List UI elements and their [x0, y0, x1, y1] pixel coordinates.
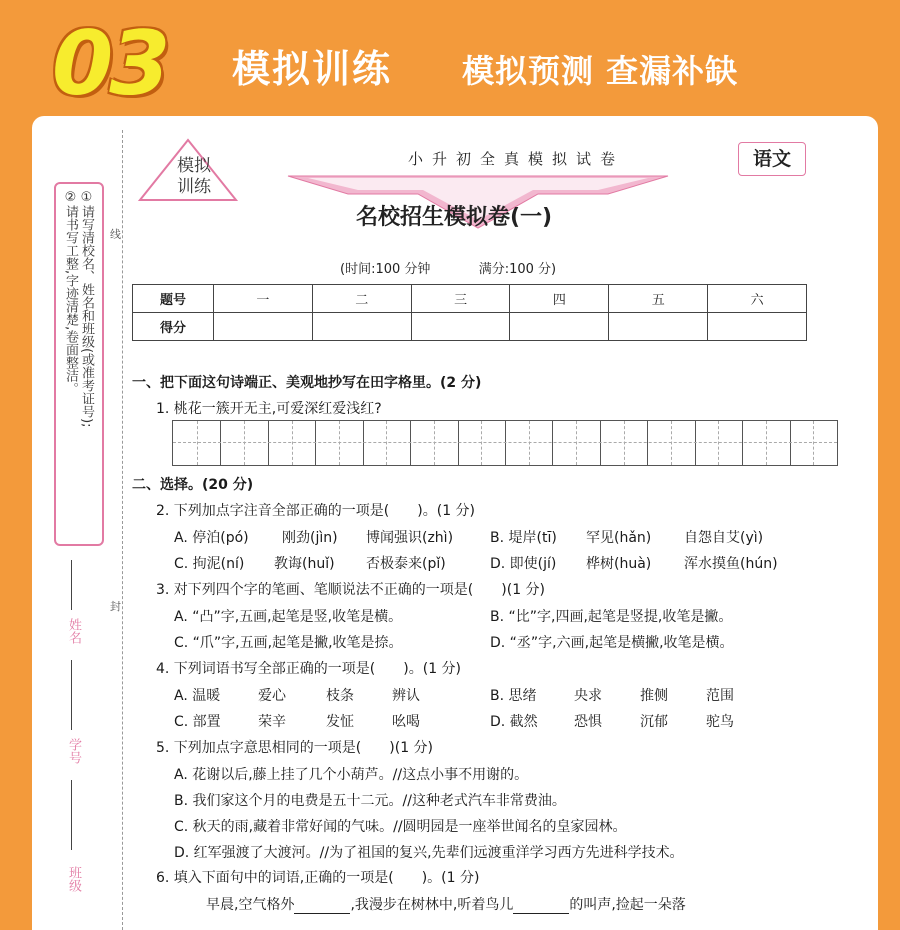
grid-cell-border	[552, 421, 553, 465]
column-header: 一	[214, 285, 313, 313]
grid-cell-guide	[386, 421, 387, 465]
paper-title: 名校招生模拟卷(一)	[356, 205, 553, 230]
grid-cell-guide	[339, 421, 340, 465]
class-field-label: 班级	[66, 866, 81, 892]
q2-option-b-2: 罕见(hǎn)	[586, 530, 652, 546]
q3-option-b: B. “比”字,四画,起笔是竖提,收笔是撇。	[490, 609, 733, 625]
score-cell[interactable]	[312, 313, 411, 341]
grid-cell-border	[220, 421, 221, 465]
q2-option-a-1: A. 停泊(pó)	[174, 530, 249, 546]
score-cell[interactable]	[214, 313, 313, 341]
instruction-line-2: ②请书写工整,字迹清楚,卷面整洁。	[63, 190, 78, 396]
grid-cell-guide	[292, 421, 293, 465]
grid-cell-border	[315, 421, 316, 465]
binding-line	[122, 130, 123, 930]
unit-subtitle: 模拟预测 查漏补缺	[462, 52, 739, 90]
grid-cell-guide	[481, 421, 482, 465]
q4-word: 推侧	[640, 688, 668, 704]
grid-cell-border	[742, 421, 743, 465]
grid-cell-border	[363, 421, 364, 465]
q4-word: 吆喝	[392, 714, 420, 730]
grid-cell-guide	[624, 421, 625, 465]
grid-cell-guide	[197, 421, 198, 465]
grid-cell-guide	[671, 421, 672, 465]
q5-option-c: C. 秋天的雨,藏着非常好闻的气味。//圆明园是一座举世闻名的皇家园林。	[174, 819, 627, 835]
unit-title: 模拟训练	[232, 47, 393, 91]
q4-word: A. 温暖	[174, 688, 221, 704]
table-row	[133, 313, 807, 341]
grid-cell-border	[268, 421, 269, 465]
q4-word: 荣辛	[258, 714, 286, 730]
q4-word: 爱心	[258, 688, 286, 704]
name-line-top	[71, 560, 72, 610]
q2-option-c-2: 教诲(huǐ)	[274, 556, 335, 572]
instruction-line-1: ①请写清校名、姓名和班级(或准考证号);	[79, 190, 94, 428]
q5-option-a: A. 花谢以后,藤上挂了几个小葫芦。//这点小事不用谢的。	[174, 767, 529, 783]
column-header: 二	[312, 285, 411, 313]
cut-mark-line: 线	[110, 228, 121, 241]
q4-word: B. 思绪	[490, 688, 537, 704]
grid-cell-border	[410, 421, 411, 465]
score-info: 满分:100 分)	[478, 262, 557, 277]
row-label-score: 得分	[133, 313, 214, 341]
q4-word: D. 截然	[490, 714, 538, 730]
column-header: 五	[609, 285, 708, 313]
grid-cell-guide	[434, 421, 435, 465]
question-1: 1. 桃花一簇开无主,可爱深红爱浅红?	[156, 401, 382, 417]
score-cell[interactable]	[411, 313, 510, 341]
name-line-bottom	[71, 660, 72, 730]
tianzige-grid[interactable]	[172, 420, 838, 466]
q4-word: 枝条	[326, 688, 354, 704]
question-5: 5. 下列加点字意思相同的一项是( )(1 分)	[156, 740, 434, 756]
q3-option-c: C. “爪”字,五画,起笔是撇,收笔是捺。	[174, 635, 403, 651]
q4-word: C. 部置	[174, 714, 221, 730]
q4-word: 驼鸟	[706, 714, 734, 730]
q6-text-1: 早晨,空气格外	[206, 897, 295, 913]
fill-blank[interactable]	[513, 899, 569, 914]
time-info: (时间:100 分钟	[340, 262, 431, 277]
q2-option-d-2: 桦树(huà)	[586, 556, 652, 572]
question-6: 6. 填入下面句中的词语,正确的一项是( )。(1 分)	[156, 870, 480, 886]
number-line	[71, 780, 72, 850]
q4-word: 范围	[706, 688, 734, 704]
grid-midline	[173, 442, 837, 443]
score-table	[132, 284, 807, 341]
q2-option-d-3: 浑水摸鱼(hún)	[684, 556, 778, 572]
q2-option-c-3: 否极泰来(pǐ)	[366, 556, 446, 572]
q2-option-a-3: 博闻强识(zhì)	[366, 530, 454, 546]
grid-cell-guide	[718, 421, 719, 465]
q4-word: 恐惧	[574, 714, 602, 730]
score-cell[interactable]	[609, 313, 708, 341]
q2-option-d-1: D. 即使(jí)	[490, 556, 557, 572]
score-cell[interactable]	[510, 313, 609, 341]
grid-cell-border	[458, 421, 459, 465]
q3-option-d: D. “丞”字,六画,起笔是横撇,收笔是横。	[490, 635, 734, 651]
subject-badge: 语文	[738, 142, 806, 176]
grid-cell-border	[505, 421, 506, 465]
grid-cell-guide	[576, 421, 577, 465]
grid-cell-guide	[813, 421, 814, 465]
grid-cell-border	[647, 421, 648, 465]
q6-sentence	[206, 894, 686, 914]
grid-cell-border	[600, 421, 601, 465]
cut-mark-seal: 封	[110, 600, 121, 613]
section-2-heading: 二、选择。(20 分)	[132, 477, 254, 493]
q4-word: 沉郁	[640, 714, 668, 730]
grid-cell-border	[790, 421, 791, 465]
question-4: 4. 下列词语书写全部正确的一项是( )。(1 分)	[156, 661, 462, 677]
question-2: 2. 下列加点字注音全部正确的一项是( )。(1 分)	[156, 503, 476, 519]
grid-cell-guide	[244, 421, 245, 465]
table-row	[133, 285, 807, 313]
series-title: 小升初全真模拟试卷	[408, 150, 625, 168]
q2-option-b-1: B. 堤岸(tī)	[490, 530, 557, 546]
score-cell[interactable]	[708, 313, 807, 341]
question-3: 3. 对下列四个字的笔画、笔顺说法不正确的一项是( )(1 分)	[156, 582, 546, 598]
column-header: 六	[708, 285, 807, 313]
q4-word: 辨认	[392, 688, 420, 704]
q2-option-a-2: 刚劲(jìn)	[282, 530, 338, 546]
q2-option-b-3: 自怨自艾(yì)	[684, 530, 764, 546]
grid-cell-border	[695, 421, 696, 465]
q6-text-3: 的叫声,捡起一朵落	[569, 897, 686, 913]
q5-option-b: B. 我们家这个月的电费是五十二元。//这种老式汽车非常费油。	[174, 793, 566, 809]
q3-option-a: A. “凸”字,五画,起笔是竖,收笔是横。	[174, 609, 403, 625]
number-field-label: 学号	[66, 738, 81, 764]
q5-option-d: D. 红军强渡了大渡河。//为了祖国的复兴,先辈们远渡重洋学习西方先进科学技术。	[174, 845, 684, 861]
unit-number: 03	[52, 12, 167, 115]
column-header: 四	[510, 285, 609, 313]
q4-word: 央求	[574, 688, 602, 704]
q2-option-c-1: C. 拘泥(ní)	[174, 556, 245, 572]
q4-word: 发怔	[326, 714, 354, 730]
section-1-heading: 一、把下面这句诗端正、美观地抄写在田字格里。(2 分)	[132, 375, 482, 391]
grid-cell-guide	[766, 421, 767, 465]
time-score-line	[340, 258, 556, 277]
simulation-triangle-label: 模拟 训练	[177, 156, 211, 197]
q6-text-2: ,我漫步在树林中,听着鸟儿	[350, 897, 514, 913]
name-field-label: 姓名	[66, 618, 81, 644]
column-header: 三	[411, 285, 510, 313]
row-label-question: 题号	[133, 285, 214, 313]
grid-cell-guide	[529, 421, 530, 465]
fill-blank[interactable]	[294, 899, 350, 914]
